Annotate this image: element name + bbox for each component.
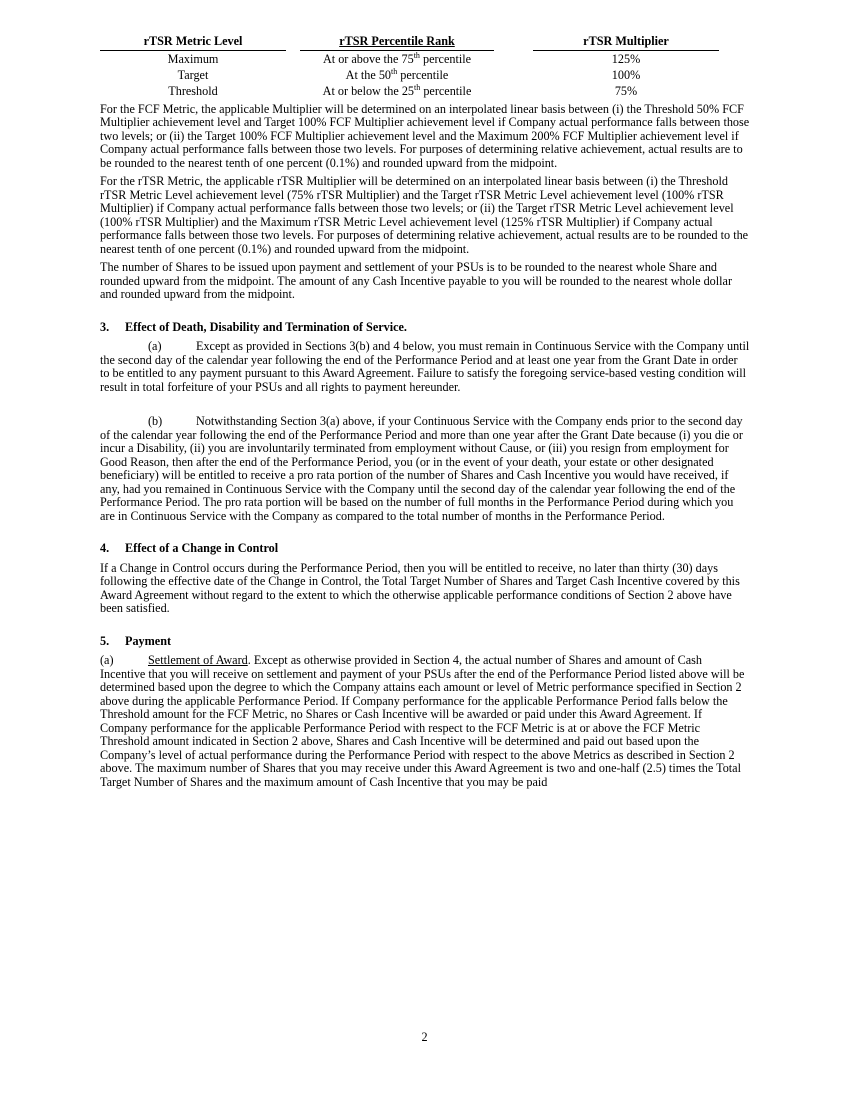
document-page xyxy=(100,34,750,789)
rank-cell: At the 50th percentile xyxy=(345,66,449,82)
fcf-metric-paragraph: For the FCF Metric, the applicable Multiplier will be determined on an interpolated linear basis between (i) the Threshold 50% FCF Multiplier achievement level and Target 100% FCF Multiplier achievement level if Company actual performance falls between those two levels; or (ii) the Target 100% FCF Multiplier achievement level and the Maximum 200% FCF Multiplier achievement level if Company actual performance falls between those two levels. For purposes of determining relative achievement, actual results are to be rounded to the nearest tenth of one percent (0.1%) and rounded upward from the midpoint. xyxy=(100,101,750,170)
rank-cell: At or above the 75th percentile xyxy=(322,50,472,66)
header-percentile-rank: rTSR Percentile Rank xyxy=(300,34,494,50)
section-4-paragraph: If a Change in Control occurs during the Performance Period, then you will be entitled to receive, no later than thirty (30) days following the effective date of the Change in Control, the Total Target Number of Shares and Target Cash Incentive covered by this Award Agreement without regard to the extent to which the otherwise applicable performance conditions of Section 2 above have been satisfied. xyxy=(100,560,740,615)
multiplier-cell: 100% xyxy=(611,67,641,82)
level-cell: Maximum xyxy=(167,51,219,66)
rank-cell: At or below the 25th percentile xyxy=(322,82,472,98)
header-metric-level: rTSR Metric Level xyxy=(100,34,286,50)
rtsr-table xyxy=(100,34,719,99)
level-cell: Target xyxy=(177,67,209,82)
multiplier-cell: 75% xyxy=(614,83,638,98)
section-3-heading: 3. Effect of Death, Disability and Termination of Service. xyxy=(100,319,407,334)
table-row xyxy=(100,50,719,67)
rounding-paragraph: The number of Shares to be issued upon payment and settlement of your PSUs is to be rounded to the nearest whole Share and rounded upward from the midpoint. The amount of any Cash Incentive payable to you will be rounded to the nearest whole dollar and rounded upward from the midpoint. xyxy=(100,260,733,301)
rtsr-metric-paragraph: For the rTSR Metric, the applicable rTSR Multiplier will be determined on an interpolated linear basis between (i) the Threshold rTSR Metric Level achievement level (75% rTSR Multiplier) and the Target rTSR Metric Level achievement level (100% rTSR Multiplier) if Company actual performance falls between those two levels; or (ii) the Target rTSR Metric Level achievement level (100% rTSR Multiplier) and the Maximum rTSR Metric Level achievement level (125% rTSR Multiplier) if Company actual performance falls between those two levels. For purposes of determining relative achievement, actual results are to be rounded to the nearest tenth of one percent (0.1%) and rounded upward from the midpoint. xyxy=(100,174,749,256)
level-cell: Threshold xyxy=(168,83,218,98)
section-4-heading: 4. Effect of a Change in Control xyxy=(100,541,279,555)
header-multiplier: rTSR Multiplier xyxy=(533,34,719,50)
table-row xyxy=(100,83,719,99)
table-row xyxy=(100,67,719,83)
section-5-heading: 5. Payment xyxy=(100,633,172,648)
section-3a-paragraph: (a) Except as provided in Sections 3(b) and 4 below, you must remain in Continuous Service with the Company until the second day of the calendar year following the end of the Performance Period and at least one year from the Grant Date in order to be entitled to any payment pursuant to this Award Agreement. Failure to satisfy the foregoing service-based vesting condition will result in total forfeiture of your PSUs and all rights to payment hereunder. xyxy=(100,339,750,394)
section-5a-paragraph: (a) Settlement of Award. Except as otherwise provided in Section 4, the actual number of Shares and amount of Cash Incentive that you will receive on settlement and payment of your PSUs after the end of the Performance Period listed above will be determined based upon the degree to which the Company attains each amount or level of Metric performance specified in Section 2 above during the applicable Performance Period. If Company performance for the applicable Performance Period falls below the Threshold amount for the FCF Metric, no Shares or Cash Incentive will be awarded or paid under this Award Agreement. If Company performance for the applicable Performance Period with respect to the FCF Metric is at or above the FCF Metric Threshold amount indicated in Section 2 above, Shares and Cash Incentive will be determined and paid out based upon the Company’s level of actual performance during the Performance Period with respect to the above Metrics as described in Section 2 above. The maximum number of Shares that you may receive under this Award Agreement is two and one-half (2.5) times the Total Target Number of Shares and the maximum amount of Cash Incentive that you may be paid xyxy=(100,653,745,789)
table-header-row xyxy=(100,34,719,50)
page-number: 2 xyxy=(421,1030,428,1044)
multiplier-cell: 125% xyxy=(611,51,641,66)
section-3b-paragraph: (b) Notwithstanding Section 3(a) above, if your Continuous Service with the Company ends prior to the second day of the calendar year following the end of the Performance Period and more than one year after the Grant Date because (i) you die or incur a Disability, (ii) you are involuntarily terminated from employment without Cause, or (iii) you resign from employment for Good Reason, then after the end of the Performance Period, you (or in the event of your death, your estate or other designated beneficiary) will be entitled to receive a pro rata portion of the number of Shares and Cash Incentive you would have received, if any, had you remained in Continuous Service with the Company until the second day of the calendar year following the end of the Performance Period. The pro rata portion will be based on the number of full months in the Performance Period during which you are in Continuous Service with the Company as compared to the total number of months in the Performance Period. xyxy=(100,414,743,523)
